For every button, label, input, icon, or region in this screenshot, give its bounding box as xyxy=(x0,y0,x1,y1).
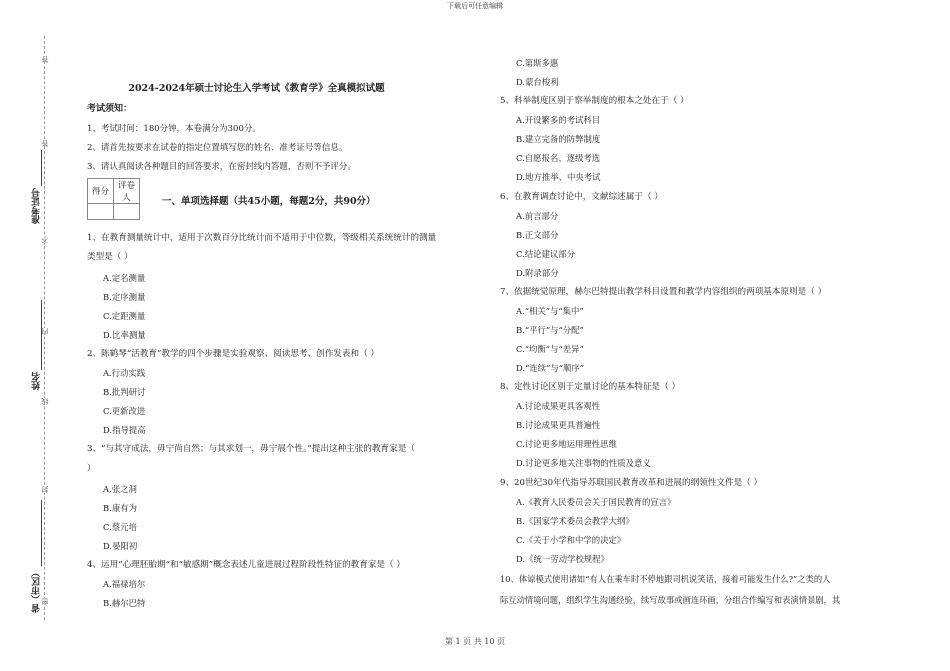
section-heading: 一、单项选择题（共45小题，每题2分，共90分） xyxy=(162,196,376,207)
option[interactable]: A.福禄培尔 xyxy=(103,579,146,589)
score-label: 得分 xyxy=(88,179,114,204)
question-1-cont: 类型是（ ） xyxy=(87,252,133,262)
name-field xyxy=(41,300,42,370)
option[interactable]: A.《教育人民委员会关于国民教育的宣言》 xyxy=(516,497,676,507)
score-cell[interactable] xyxy=(88,204,114,220)
question-5: 5、科举制度区别于察举制度的根本之处在于（ ） xyxy=(500,96,689,106)
question-8: 8、定性讨论区别于定量讨论的基本特征是（ ） xyxy=(500,382,681,392)
option[interactable]: D.“连续”与“顺序” xyxy=(516,363,585,373)
option[interactable]: A.前言部分 xyxy=(516,211,559,221)
note-item: 1、考试时间：180分钟，本卷满分为300分。 xyxy=(87,124,261,134)
option[interactable]: D.晏阳初 xyxy=(103,541,138,551)
note-item: 3、请认真阅读各种题目的回答要求，在密封线内答题，否则不予评分。 xyxy=(87,162,356,172)
option[interactable]: D.比率测量 xyxy=(103,330,146,340)
binding-char-do-not-top: 答 xyxy=(41,140,49,147)
option[interactable]: B.赫尔巴特 xyxy=(103,598,146,608)
option[interactable]: D.蒙台梭利 xyxy=(516,77,559,87)
option[interactable]: B.批判研讨 xyxy=(103,387,146,397)
exam-number-field xyxy=(41,150,42,186)
page-footer: 第 1 页 共 10 页 xyxy=(445,637,505,646)
option[interactable]: C.“均衡”与“差异” xyxy=(516,344,584,354)
option[interactable]: A.张之洞 xyxy=(103,484,137,494)
question-9: 9、20世纪30年代指导苏联国民教育改革和进展的纲领性文件是（ ） xyxy=(500,478,763,488)
option[interactable]: C.蔡元培 xyxy=(103,522,137,532)
option[interactable]: C.定距测量 xyxy=(103,311,146,321)
option[interactable]: C.《关于小学和中学的决定》 xyxy=(516,535,626,545)
option[interactable]: A.定名测量 xyxy=(103,273,146,283)
binding-char-line: 线 xyxy=(41,398,49,405)
option[interactable]: C.自愿报名、逐级考选 xyxy=(516,153,601,163)
option[interactable]: D.指导提高 xyxy=(103,425,146,435)
grader-label: 评卷人 xyxy=(114,179,140,204)
note-item: 2、请首先按要求在试卷的指定位置填写您的姓名、准考证号等信息。 xyxy=(87,143,348,153)
binding-char-within: 内 xyxy=(41,328,49,335)
option[interactable]: C.更新改进 xyxy=(103,406,146,416)
option[interactable]: B.“平行”与“分配” xyxy=(516,325,584,335)
option[interactable]: D.附录部分 xyxy=(516,268,559,278)
option[interactable]: A.“相关”与“集中” xyxy=(516,306,584,316)
binding-char-seal: 封 xyxy=(41,486,49,493)
option[interactable]: B.正文部分 xyxy=(516,230,559,240)
option[interactable]: C.第斯多惠 xyxy=(516,58,559,68)
binding-char-answer: 答 xyxy=(41,56,49,63)
question-7: 7、依据统觉原理，赫尔巴特提出教学科目设置和教学内容组织的两项基本原则是（ ） xyxy=(500,287,827,297)
option[interactable]: D.讨论更多地关注事物的性质及意义 xyxy=(516,458,651,468)
option[interactable]: B.建立完备的防弊制度 xyxy=(516,134,601,144)
option[interactable]: A.行动实践 xyxy=(103,368,146,378)
province-label: 省（市区） xyxy=(32,568,42,613)
option[interactable]: A.开设繁多的考试科目 xyxy=(516,115,601,125)
question-4: 4、运用“心理胚胎期”和“敏感期”概念表述儿童进展过程阶段性特征的教育家是（ ） xyxy=(87,560,405,570)
option[interactable]: B.讨论成果更具普遍性 xyxy=(516,420,601,430)
question-3-cont: ） xyxy=(87,464,96,474)
province-field xyxy=(41,500,42,566)
page-title: 2024-2024年硕士讨论生入学考试《教育学》全真模拟试题 xyxy=(128,83,385,94)
exam-number-label: 准考证号 xyxy=(32,188,42,224)
question-3: 3、“与其守成法，毋宁尚自然；与其求划一，毋宁展个性。”提出这种主张的教育家是（ xyxy=(87,444,415,454)
option[interactable]: C.讨论更多地运用理性思维 xyxy=(516,439,617,449)
question-1: 1、在教育测量统计中，适用于次数百分比统计而不适用于中位数，等级相关系统统计的测量 xyxy=(87,233,437,243)
score-box xyxy=(87,178,140,220)
option[interactable]: B.康有为 xyxy=(103,503,137,513)
name-label: 姓名 xyxy=(32,372,42,390)
question-10-cont: 际互动情境问题，组织学生沟通经验，续写故事或画连环画，分组合作编写和表演情景剧，其 xyxy=(500,595,841,605)
option[interactable]: C.结论建议部分 xyxy=(516,249,576,259)
binding-char-do-not: 不 xyxy=(41,236,49,243)
question-6: 6、在教育调查讨论中，文献综述属于（ ） xyxy=(500,192,663,202)
option[interactable]: B.《国家学术委员会教学大纲》 xyxy=(516,516,634,526)
question-10: 10、体谅模式使用诸如“有人在乘车时不停地跟司机说笑话，接着可能发生什么?”之类的人 xyxy=(500,574,831,584)
notes-heading: 考试须知： xyxy=(87,104,133,114)
option[interactable]: D.《统一劳动学校规程》 xyxy=(516,554,609,564)
option[interactable]: D.地方推举、中央考试 xyxy=(516,172,601,182)
option[interactable]: B.定序测量 xyxy=(103,292,146,302)
question-2: 2、陈鹤琴“活教育”教学的四个步骤是实验观察、阅读思考、创作发表和（ ） xyxy=(87,349,379,359)
grader-cell[interactable] xyxy=(114,204,140,220)
binding-char-density: 密 xyxy=(41,598,49,605)
option[interactable]: A.讨论成果更具客观性 xyxy=(516,401,601,411)
page-header: 下载后可任意编辑 xyxy=(447,2,503,10)
